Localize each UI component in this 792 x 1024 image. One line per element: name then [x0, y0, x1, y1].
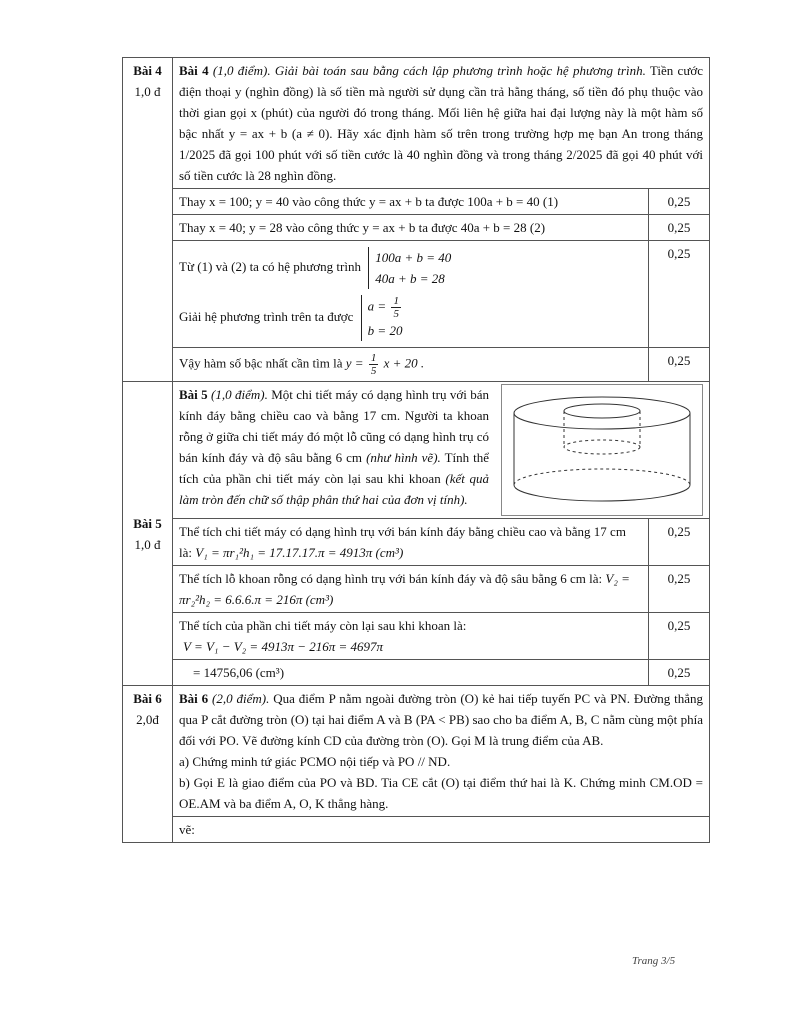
bai4-step4-pre: Vậy hàm số bậc nhất cần tìm là — [179, 355, 343, 371]
bai4-sol-b: b = 20 — [367, 323, 403, 338]
bai5-step1-row — [123, 519, 710, 566]
bai4-step4-row — [123, 348, 710, 382]
bai5-step4: = 14756,06 (cm³) — [173, 660, 649, 686]
bai5-label: Bài 5 — [133, 515, 162, 531]
bai4-sys-eq1: 100a + b = 40 — [375, 250, 452, 265]
bai5-step2-row — [123, 566, 710, 613]
bai4-label: Bài 4 — [133, 63, 162, 78]
bai5-note2: (kết quả làm tròn đến chữ số thập phân thứ hai của đơn vị tính). — [179, 471, 489, 507]
bai4-step4-rhs: x + 20 . — [383, 355, 425, 371]
bai4-step2: Thay x = 40; y = 28 vào công thức y = ax + b ta được 40a + b = 28 (2) — [173, 215, 649, 241]
bai4-score4: 0,25 — [649, 348, 710, 382]
bai5-step2 — [173, 566, 649, 613]
bai4-label-cell — [123, 58, 173, 382]
bai5-step3-row — [123, 613, 710, 660]
inner-bottom-ellipse — [564, 440, 640, 454]
cylinder-figure — [501, 384, 703, 516]
inner-top-ellipse — [564, 404, 640, 418]
bai6-problem-row — [123, 686, 710, 817]
bai4-step4 — [173, 348, 649, 382]
bai5-step4-row — [123, 660, 710, 686]
bai6-problem — [173, 686, 710, 817]
bai5-step3 — [173, 613, 649, 660]
bai5-score3: 0,25 — [649, 613, 710, 660]
bai4-step4-frac — [369, 352, 379, 377]
bai4-problem-text: Tiền cước điện thoại y (nghìn đồng) là số tiền mà người sử dụng cần trả hằng tháng, số tiền đó phụ thuộc vào thời gian gọi x (phút) của người đó trong tháng. Mối liên hệ giữa hai đại lượng này là một hàm số bậc nhất y = ax + b (a ≠ 0). Hãy xác định hàm số trên trong trường hợp mẹ bạn An trong tháng 1/2025 đã gọi 100 phút với số tiền cước là 40 nghìn đồng và trong tháng 2/2025 đã gọi 40 phút với số tiền cước là 28 nghìn đồng. — [179, 63, 704, 183]
bai4-step4-den: 5 — [370, 365, 377, 377]
bai4-step3-row — [123, 241, 710, 348]
bai6-problem-text: Qua điểm P nằm ngoài đường tròn (O) kẻ hai tiếp tuyến PC và PN. Đường thẳng qua P cắt đường tròn (O) tại hai điểm A và B (PA < PB) sao cho ba điểm A, B, C nằm cùng một phía đối với PO. Vẽ đường kính CD của đường tròn (O). Gọi M là trung điểm của AB. — [179, 691, 703, 748]
bai5-score1: 0,25 — [649, 519, 710, 566]
answer-table — [122, 57, 710, 843]
bai4-score2: 0,25 — [649, 215, 710, 241]
bai5-problem-text2: Tính thể tích của phần chi tiết máy còn lại sau khi khoan — [179, 450, 490, 486]
bai4-sol-a-num: 1 — [393, 295, 399, 307]
bai5-label-cell — [123, 382, 173, 686]
bai4-step1-row — [123, 189, 710, 215]
bai5-heading: Bài 5 — [179, 387, 208, 402]
bai4-step3 — [173, 241, 649, 348]
bai4-sol-a-lhs: a = — [367, 298, 387, 314]
bai6-label-cell — [123, 686, 173, 843]
bai6-label: Bài 6 — [133, 691, 162, 706]
bai4-problem-row — [123, 58, 710, 189]
bai4-score1: 0,25 — [649, 189, 710, 215]
bai6-points: 2,0đ — [136, 712, 159, 727]
bai6-draw-row — [123, 817, 710, 843]
bai5-problem-text: Một chi tiết máy có dạng hình trụ với bán kính đáy bằng chiều cao và bằng 17 cm. Người ta khoan rỗng ở giữa chi tiết máy đó một lỗ cũng có dạng hình trụ có bán kính đáy và độ sâu bằng 6 cm — [179, 387, 489, 465]
bai4-step3-intro: Từ (1) và (2) ta có hệ phương trình — [179, 258, 361, 274]
bai5-problem-row — [123, 382, 710, 519]
bai4-step4-num: 1 — [370, 352, 377, 364]
bai6-heading: Bài 6 — [179, 691, 209, 706]
bai5-heading-note: (1,0 điểm). — [211, 387, 268, 402]
bai4-heading-note: (1,0 điểm). Giải bài toán sau bằng cách lập phương trình hoặc hệ phương trình. — [212, 63, 646, 78]
bai5-problem — [173, 382, 710, 519]
bai5-step2-text: Thể tích lỗ khoan rỗng có dạng hình trụ với bán kính đáy và độ sâu bằng 6 cm là: — [179, 571, 603, 586]
bai4-points: 1,0 đ — [134, 84, 161, 99]
bai5-problem-text-block — [179, 384, 489, 516]
bai4-score3: 0,25 — [649, 241, 710, 348]
bai4-step3-solve: Giải hệ phương trình trên ta được — [179, 308, 354, 324]
outer-top-ellipse — [514, 397, 690, 429]
bai5-note1: (như hình vẽ). — [366, 450, 441, 465]
bai5-score4: 0,25 — [649, 660, 710, 686]
outer-bottom-front — [514, 485, 690, 501]
bai5-step3-text: Thể tích của phần chi tiết máy còn lại sau khi khoan là: — [179, 618, 467, 633]
bai5-step1 — [173, 519, 649, 566]
bai6-part-a: a) Chứng minh tứ giác PCMO nội tiếp và PO // ND. — [179, 754, 451, 769]
bai5-step1-text: Thể tích chi tiết máy có dạng hình trụ với bán kính đáy bằng chiều cao và bằng 17 cm là: — [179, 524, 626, 560]
bai4-problem — [173, 58, 710, 189]
bai4-sys-eq2: 40a + b = 28 — [375, 271, 445, 286]
page-footer: Trang 3/5 — [632, 955, 676, 967]
bai4-sol-a-frac — [391, 295, 401, 320]
bai6-heading-note: (2,0 điểm). — [212, 691, 270, 706]
bai5-step3-formula: V = V₁ − V₂ = 4913π − 216π = 4697π — [183, 639, 384, 654]
bai6-part-b: b) Gọi E là giao điểm của PO và BD. Tia CE cắt (O) tại điểm thứ hai là K. Chứng minh CM.OD = OE.AM và ba điểm A, O, K thẳng hàng. — [179, 775, 703, 811]
bai4-step4-lhs: y = — [345, 355, 364, 371]
bai5-step2-formula: V₂ = πr₂²h₂ = 6.6.6.π = 216π (cm³) — [179, 571, 630, 607]
bai6-draw-label: vẽ: — [173, 817, 710, 843]
outer-bottom-back — [514, 469, 690, 485]
bai4-solution — [361, 295, 403, 341]
bai5-points: 1,0 đ — [134, 536, 161, 552]
bai4-step1: Thay x = 100; y = 40 vào công thức y = ax + b ta được 100a + b = 40 (1) — [173, 189, 649, 215]
bai5-score2: 0,25 — [649, 566, 710, 613]
bai4-heading: Bài 4 — [179, 63, 209, 78]
bai5-step1-formula: V₁ = πr₁²h₁ = 17.17.17.π = 4913π (cm³) — [195, 545, 404, 560]
bai4-step2-row — [123, 215, 710, 241]
bai4-system — [368, 247, 451, 289]
bai4-sol-a-den: 5 — [393, 308, 399, 320]
